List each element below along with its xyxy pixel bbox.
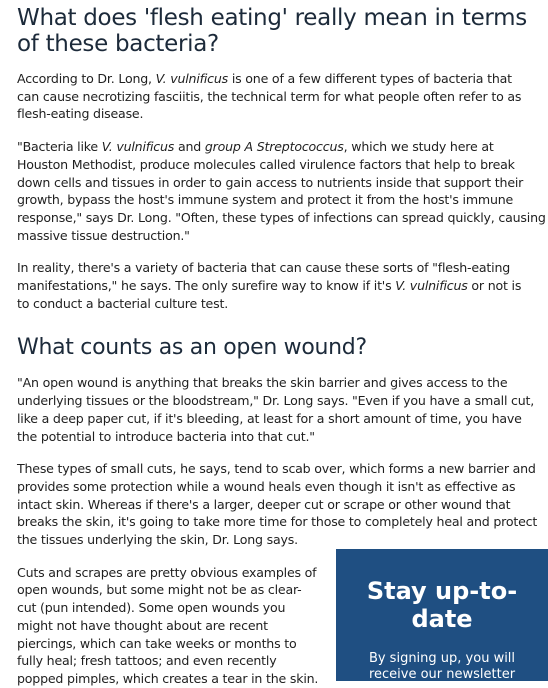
paragraph-text: According to Dr. Long,	[17, 71, 156, 86]
newsletter-signup-title: Stay up-to-date	[366, 577, 518, 633]
species-name: V. vulnificus	[155, 71, 229, 86]
paragraph	[17, 259, 525, 312]
paragraph-text: and	[174, 139, 205, 155]
section-heading-flesh-eating: What does 'flesh eating' really mean in terms of these bacteria?	[17, 5, 527, 57]
paragraph: Cuts and scrapes are pretty obvious examples of open wounds, but some might not be as clear-cut (pun intended). Some open wounds you might not have thought about are recent piercings, which can take weeks or months to fully heal; fresh tattoos; and even recently popped pimples, which creates a tear in the skin.	[17, 564, 319, 686]
paragraph-quote	[17, 138, 548, 244]
species-name: group A Streptococcus	[204, 139, 344, 155]
newsletter-signup-box	[336, 549, 548, 681]
newsletter-signup-text: By signing up, you will receive our newsletter	[368, 651, 516, 681]
paragraph-text: is one of a few different types of bacteria that can cause necrotizing fasciitis, the technical term for what people often refer to as flesh-eating disease.	[17, 71, 522, 122]
paragraph	[17, 70, 525, 123]
paragraph-quote: "An open wound is anything that breaks the skin barrier and gives access to the underlying tissues or the bloodstream," Dr. Long says. "Even if you have a small cut, like a deep paper cut, if it's bleeding, at least for a short amount of time, you have the potential to introduce bacteria into that cut."	[17, 375, 535, 444]
species-name: V. vulnificus	[395, 278, 468, 294]
paragraph-text: In reality, there's a variety of bacteria that can cause these sorts of "flesh-eating manifestations," he says. The only surefire way to know if it's	[17, 260, 511, 294]
section-heading-open-wound: What counts as an open wound?	[17, 335, 367, 361]
species-name: V. vulnificus	[101, 139, 175, 155]
paragraph: These types of small cuts, he says, tend to scab over, which forms a new barrier and provides some protection while a wound heals even though it isn't as effective as intact skin. Whereas if there's a larger, deeper cut or scrape or other wound that breaks the skin, it's going to take more time for those to completely heal and protect the tissues underlying the skin, Dr. Long says.	[17, 461, 538, 548]
paragraph-text: or not is to conduct a bacterial culture test.	[17, 278, 522, 311]
paragraph-text: "Bacteria like	[17, 139, 102, 155]
paragraph-text: , which we study here at Houston Methodist, produce molecules called virulence factors that help to break down cells and tissues in order to gain access to nutrients inside that support their growth, bypass the host's immune system and protect it from the host's immune response," says Dr. Long. "Often, these types of infections can spread quickly, causing massive tissue destruction."	[17, 139, 546, 243]
